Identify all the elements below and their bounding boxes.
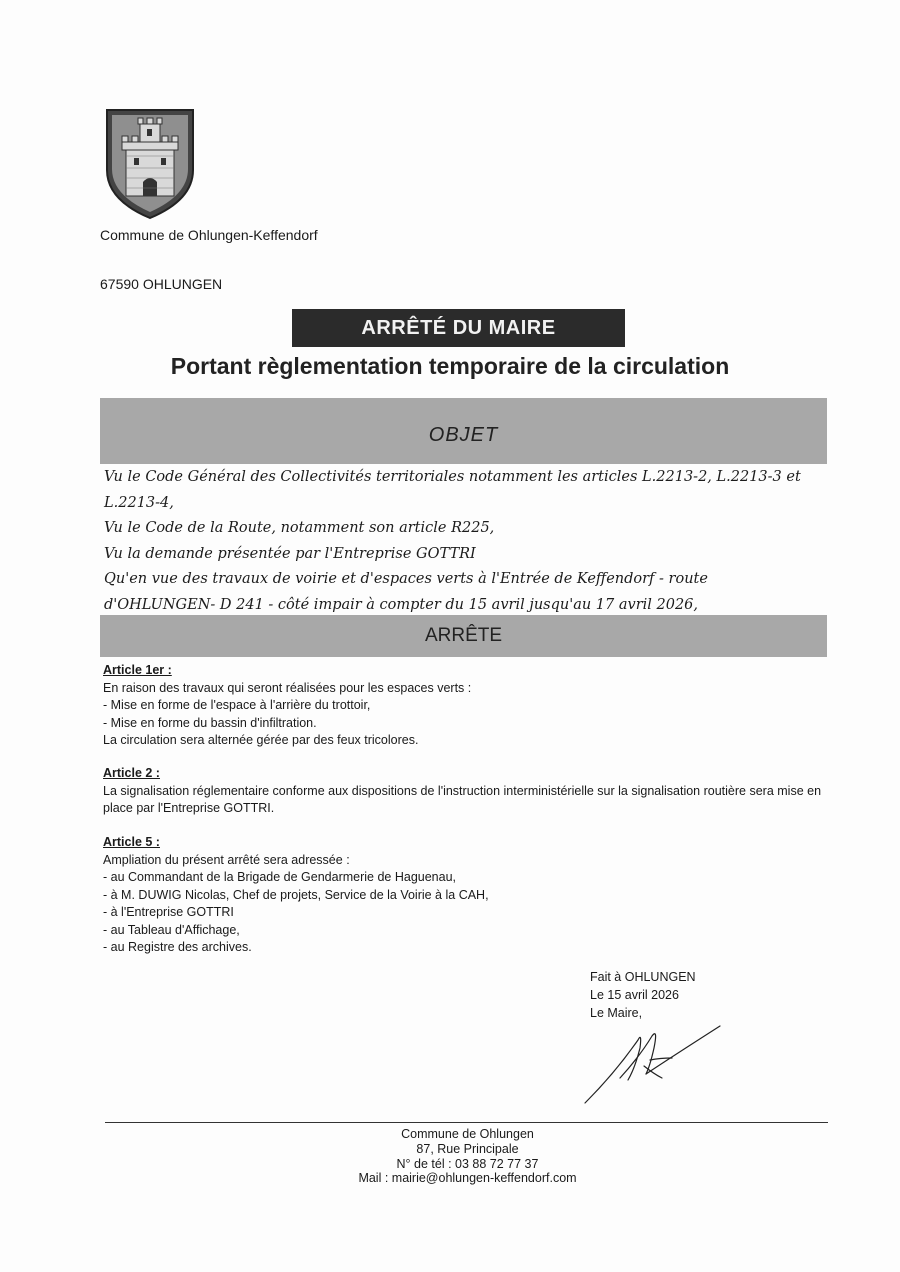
article-2 bbox=[103, 765, 823, 818]
article-line: - Mise en forme du bassin d'infiltration. bbox=[103, 715, 317, 730]
footer-line: 87, Rue Principale bbox=[416, 1141, 519, 1156]
objet-label: OBJET bbox=[428, 423, 499, 446]
objet-considerations bbox=[104, 465, 814, 618]
consideration-line: Vu le Code Général des Collectivités territoriales notamment les articles L.2213-2, L.2213-3 et L.2213-4, bbox=[104, 469, 801, 511]
article-line: Ampliation du présent arrêté sera adressée : bbox=[103, 852, 350, 867]
signature-block bbox=[590, 968, 696, 1022]
article-line: - au Tableau d'Affichage, bbox=[103, 922, 240, 937]
consideration-line: Qu'en vue des travaux de voirie et d'espaces verts à l'Entrée de Keffendorf - route d'OHLUNGEN- D 241 - côté impair à compter du 15 avril jusqu'au 17 avril 2026, bbox=[104, 571, 708, 613]
article-line: En raison des travaux qui seront réalisées pour les espaces verts : bbox=[103, 680, 472, 695]
footer-line: N° de tél : 03 88 72 77 37 bbox=[396, 1156, 539, 1171]
commune-crest-logo bbox=[104, 108, 196, 220]
commune-name: Commune de Ohlungen-Keffendorf bbox=[100, 227, 318, 243]
article-1 bbox=[103, 662, 823, 750]
article-line: La circulation sera alternée gérée par des feux tricolores. bbox=[103, 733, 419, 747]
article-heading: Article 1er : bbox=[103, 663, 172, 677]
document-subtitle: Portant règlementation temporaire de la circulation bbox=[170, 353, 730, 379]
mayor-signature bbox=[580, 1018, 725, 1108]
article-line: - au Registre des archives. bbox=[103, 940, 252, 954]
consideration-line: Vu la demande présentée par l'Entreprise GOTTRI bbox=[104, 545, 476, 562]
document-title: ARRÊTÉ DU MAIRE bbox=[292, 309, 625, 347]
arrete-band bbox=[100, 615, 827, 657]
article-line: - Mise en forme de l'espace à l'arrière du trottoir, bbox=[103, 698, 371, 712]
article-heading: Article 5 : bbox=[103, 835, 160, 849]
postal-address: 67590 OHLUNGEN bbox=[100, 276, 223, 292]
signature-date: Le 15 avril 2026 bbox=[590, 988, 679, 1002]
arrete-label: ARRÊTE bbox=[424, 625, 503, 646]
consideration-line: Vu le Code de la Route, notamment son article R225, bbox=[104, 520, 495, 536]
signature-role: Le Maire, bbox=[590, 1006, 643, 1020]
signature-place: Fait à OHLUNGEN bbox=[590, 970, 696, 984]
footer-line: Commune de Ohlungen bbox=[401, 1127, 534, 1141]
article-line: - à l'Entreprise GOTTRI bbox=[103, 905, 234, 919]
footer-divider bbox=[105, 1122, 828, 1123]
objet-band bbox=[100, 398, 827, 464]
article-5 bbox=[103, 834, 823, 957]
article-line: - à M. DUWIG Nicolas, Chef de projets, Service de la Voirie à la CAH, bbox=[103, 887, 489, 902]
footer-line: Mail : mairie@ohlungen-keffendorf.com bbox=[358, 1171, 577, 1186]
article-line: - au Commandant de la Brigade de Gendarmerie de Haguenau, bbox=[103, 870, 456, 884]
footer bbox=[0, 1127, 900, 1186]
article-line: La signalisation réglementaire conforme aux dispositions de l'instruction interministérielle sur la signalisation routière sera mise en place par l'Entreprise GOTTRI. bbox=[103, 783, 822, 815]
article-heading: Article 2 : bbox=[103, 766, 160, 780]
